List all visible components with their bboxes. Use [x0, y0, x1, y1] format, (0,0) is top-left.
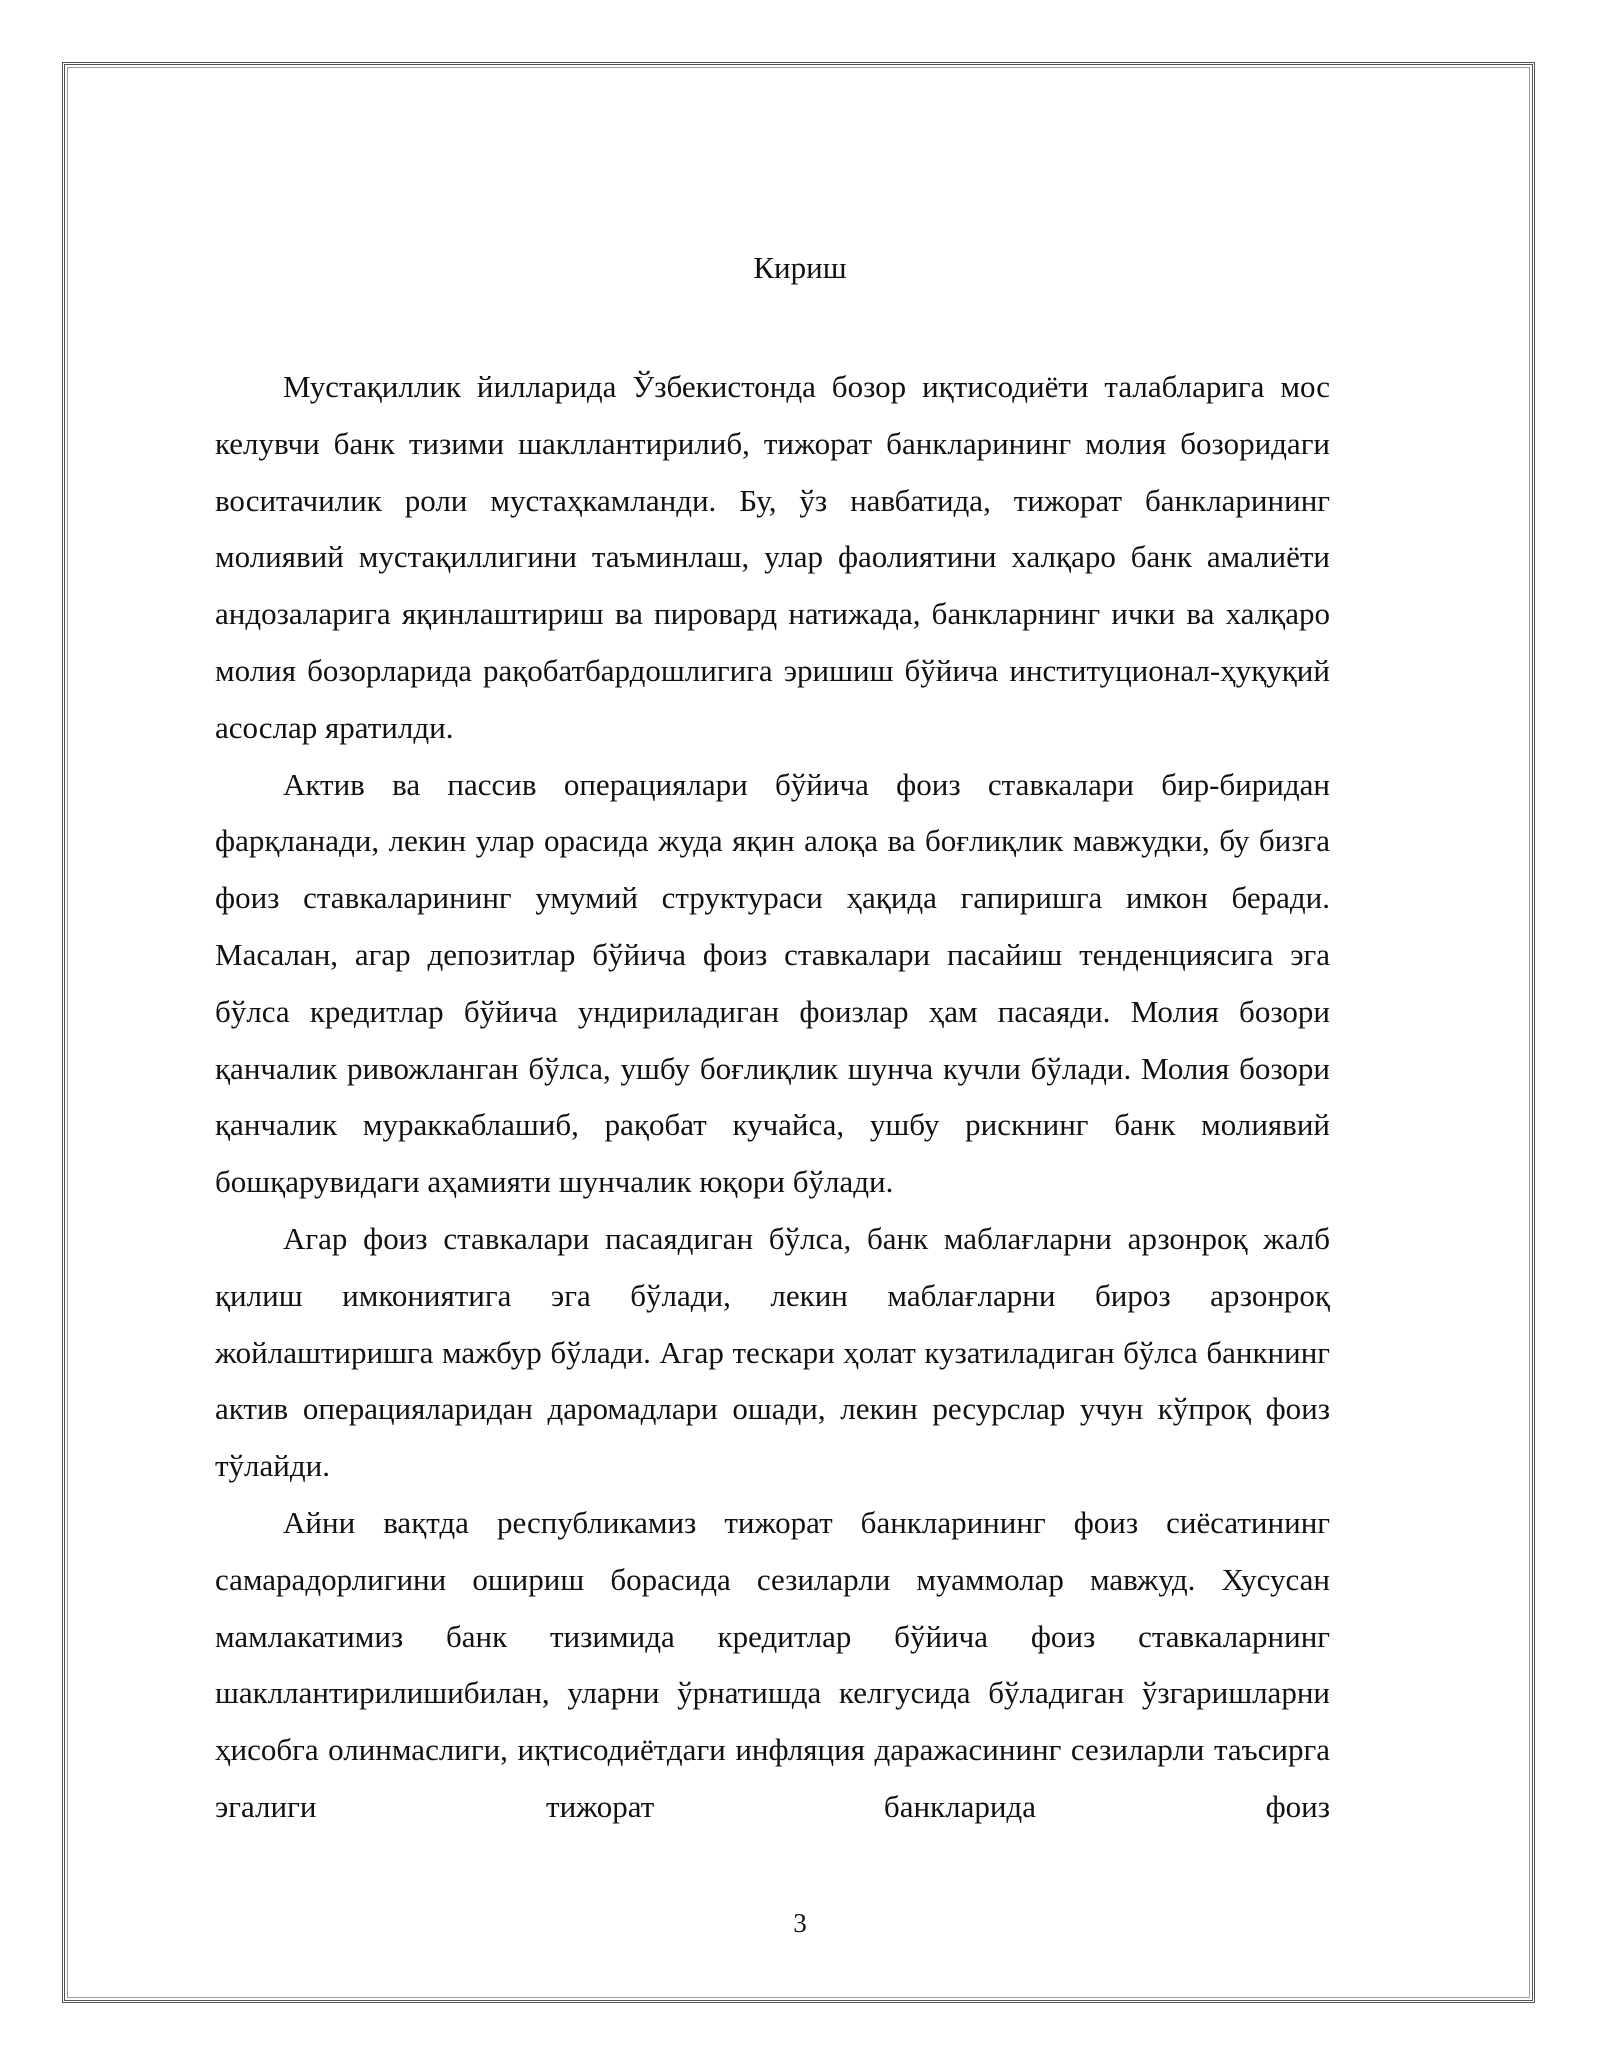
document-body	[215, 359, 1330, 1836]
document-title: Кириш	[753, 250, 847, 285]
paragraph-1: Мустақиллик йилларида Ўзбекистонда бозор иқтисодиёти талабларига мос келувчи банк тизими шакллантирилиб, тижорат банкларининг молия бозоридаги воситачилик роли мустаҳкамланди. Бу, ўз навбатида, тижорат банкларининг молиявий мустақиллигини таъминлаш, улар фаолиятини халқаро банк амалиёти андозаларига яқинлаштириш ва пировард натижада, банкларнинг ички ва халқаро молия бозорларида рақобатбардошлигига эришиш бўйича институционал-ҳуқуқий асослар яратилди.	[215, 369, 1330, 745]
paragraph-3: Агар фоиз ставкалари пасаядиган бўлса, банк маблағларни арзонроқ жалб қилиш имкониятига эга бўлади, лекин маблағларни бироз арзонроқ жойлаштиришга мажбур бўлади. Агар тескари ҳолат кузатиладиган бўлса банкнинг актив операцияларидан даромадлари ошади, лекин ресурслар учун кўпроқ фоиз тўлайди.	[215, 1220, 1330, 1484]
page-number: 3	[793, 1908, 807, 1938]
paragraph-2: Актив ва пассив операциялари бўйича фоиз ставкалари бир-биридан фарқланади, лекин улар орасида жуда яқин алоқа ва боғлиқлик мавжудки, бу бизга фоиз ставкаларининг умумий структураси ҳақида гапиришга имкон беради. Масалан, агар депозитлар бўйича фоиз ставкалари пасайиш тенденциясига эга бўлса кредитлар бўйича ундириладиган фоизлар ҳам пасаяди. Молия бозори қанчалик ривожланган бўлса, ушбу боғлиқлик шунча кучли бўлади. Молия бозори қанчалик мураккаблашиб, рақобат кучайса, ушбу рискнинг банк молиявий бошқарувидаги аҳамияти шунчалик юқори бўлади.	[215, 766, 1330, 1200]
paragraph-4: Айни вақтда республикамиз тижорат банкларининг фоиз сиёсатининг самарадорлигини ошириш борасида сезиларли муаммолар мавжуд. Хусусан мамлакатимиз банк тизимида кредитлар бўйича фоиз ставкаларнинг шакллантирилишибилан, уларни ўрнатишда келгусида бўладиган ўзгаришларни ҳисобга олинмаслиги, иқтисодиётдаги инфляция даражасининг сезиларли таъсирга эгалиги тижорат банкларида фоиз	[215, 1504, 1330, 1824]
